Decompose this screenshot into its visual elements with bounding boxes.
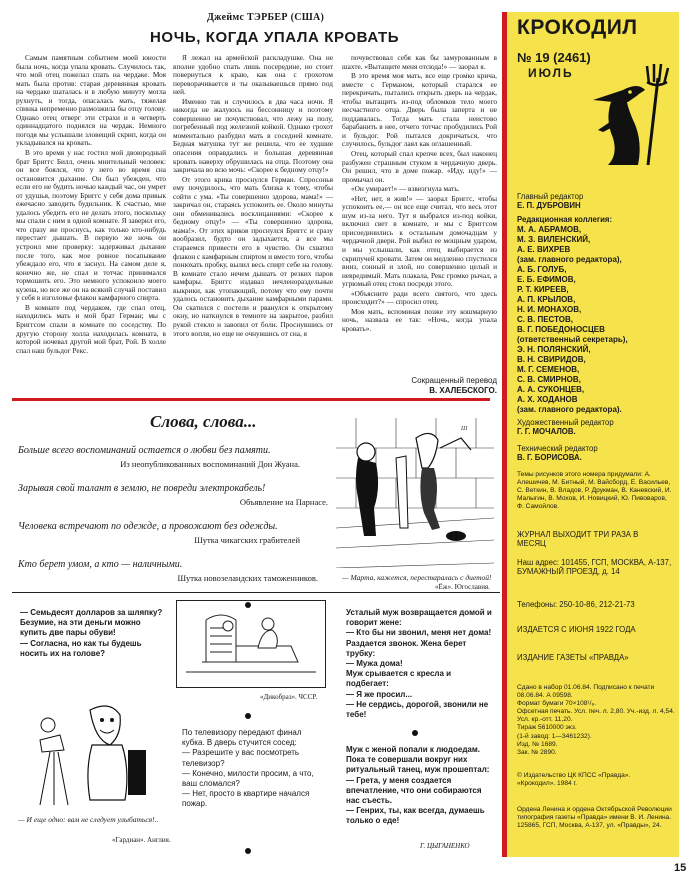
svg-text:Ш: Ш: [461, 426, 468, 432]
paragraph: почувствовал себя как бы замурованным в шахте. «Вытащите меня отсюда!» — заорал я.: [342, 54, 497, 71]
quote-1: Больше всего воспоминаний остается о любви без памяти.: [18, 445, 271, 456]
paragraph: В это время у нас гостил мой двоюродный брат Бриггс Билл, очень мнительный человек: он все боялся, что у него во время сна остановится дыхание. Он был убежден, что если его не будить ночью каждый час, он умрет от удушья, поэтому Бриггс у себя дома привык ежечасно заводить будильник. К счастью, мне удалось убедить его не делать этого, поскольку мы спали с ним в одной комнате. Я заверил его, что сразу же проснусь, как только кто-нибудь перестает дышать. В первую же ночь он устроил мне проверку: задерживал дыхание после того, как мое ровное посапывание убеждало его, что я заснул. На самом деле я, конечно же, не спал и тотчас принимался тормошить его. Это немного успокоило моего кузена, но все же он на всякий случай поставил у себя в изголовье флакон камфарного спирта.: [16, 148, 166, 303]
photographer-caption: — И еще одно: вам не следует улыбаться!..: [18, 815, 159, 824]
words-heading: Слова, слова...: [150, 412, 257, 431]
joke-line: — Мужа дома!: [346, 659, 403, 669]
paragraph: «Он умирает!» — взвизгнула мать.: [351, 184, 460, 194]
board-member: Н. И. МОНАХОВ,: [517, 305, 582, 314]
board-member: Е. Б. ЕФИМОВ,: [517, 275, 576, 284]
photographer-source: «Гардиан». Англия.: [112, 836, 171, 844]
credit-name: В. ХАЛЕБСКОГО.: [429, 386, 497, 395]
joke-line: — Я же просил...: [346, 689, 413, 699]
tv-joke: [182, 728, 324, 810]
board-member: А. Е. ВИХРЕВ: [517, 245, 571, 254]
diet-cartoon-source: «Ёж». Югославия.: [435, 583, 490, 591]
article-byline: Джеймс ТЭРБЕР (США): [207, 12, 325, 23]
separator-dot: [412, 730, 418, 736]
paragraph: Самым памятным событием моей юности была ночь, когда упала кровать. Случилось так, что мой отец пожелал спать на чердаке. Моя мать была против: старая деревянная кровать на чердаке шаталась и в любую минуту могла рухнуть, и тогда, опасалась мать, тяжелая спинка непременно размозжила бы отцу голову. Однако отец отверг эти страхи и в четверть одиннадцатого поднялся на чердак. Немного погодя мы услышали зловещий скрип, когда он укладывался на кровать.: [16, 54, 166, 148]
photographer-cartoon: [30, 690, 160, 810]
board-member: С. В. ПЕСТОВ,: [517, 315, 574, 324]
paragraph: Именно так и случилось в два часа ночи. Я никогда не жалуюсь на бессонницу и поэтому совершенно не почувствовал, что лежу на полу, погребенный под железной койкой. Однако грохот моментально разбудил мать в соседней комнате. Бедная матушка тут же решила, что ее худшие опасения оправдались и большая деревянная кровать наверху обрушилась на отца. Поэтому она закричала во всю мочь: «Скорее к бедному отцу!»: [173, 96, 333, 175]
board-member: М. З. ВИЛЕНСКИЙ,: [517, 235, 591, 244]
tech-name: В. Г. БОРИСОВА.: [517, 453, 582, 463]
editor-in-chief: [517, 192, 677, 211]
page-number: 15: [674, 862, 687, 874]
art-name: Г. Г. МОЧАЛОВ.: [517, 427, 576, 437]
address: Наш адрес: 101455, ГСП, МОСКВА, А-137, БУМАЖНЫЙ ПРОЕЗД, д. 14: [517, 558, 672, 577]
joke-line: — Семьдесят долларов за шляпку? Безумие, на эти деньги можно купить две пары обуви!: [20, 608, 163, 638]
joke-line: — Не сердись, дорогой, звонили не тебе!: [346, 699, 489, 720]
print-line: Сдано в набор 01.06.84. Подписано к печати 08.06.84. А 09598.: [517, 684, 655, 700]
board-member: А. А. СУКОНЦЕВ,: [517, 385, 585, 394]
quote-4-source: Шутка новозеландских таможенников.: [177, 573, 318, 583]
board-member: Э. Н. ПОЛЯНСКИЙ,: [517, 345, 591, 354]
joke-line: — Нет, просто в квартире начался пожар.: [182, 789, 310, 809]
quote-1-source: Из неопубликованных воспоминаний Дон Жуана.: [120, 459, 300, 469]
joke-line: — Генрих, ты, как всегда, думаешь только о еде!: [346, 806, 485, 826]
quote-2-source: Объявление на Парнасе.: [239, 497, 328, 507]
paragraph: Моя мать, вспоминая позже эту кошмарную ночь, назвала ее так: «Ночь, когда упала кровать».: [342, 306, 497, 333]
print-line: Изд. № 1689.: [517, 740, 558, 748]
diet-cartoon-caption: — Марта, кажется, перестаралась с диетой!: [342, 573, 492, 582]
paragraph: В это время моя мать, все еще громко крича, вместе с Германом, который старался ее перекричать, пытались открыть дверь на чердак, чтобы вытащить из-под обломков тело моего несчастного отца. Дверь была заперта и не поддавалась. Тогда мать стала неистово барабанить в нее, отчего тотчас пробудились Рой и бульдог. Рой пытался докричаться, что случилось, бульдог лаял как оглашенный.: [342, 71, 497, 149]
board-member: (ответственный секретарь),: [517, 335, 628, 344]
paragraph: В комнате под чердаком, где спал отец, находились мать и мой брат Герман; мы с Бриггсом спали в комнате по соседству. По другую сторону холла находилась комната, в которой ночевал другой мой брат, Рой. В холле спал наш бульдог Рекс.: [16, 302, 166, 355]
husband-joke: [346, 608, 496, 720]
joke-line: Усталый муж возвращается домой и говорит жене:: [346, 608, 492, 628]
joke-line: По телевизору передают финал кубка. В дверь стучится сосед:: [182, 728, 302, 748]
publisher: ИЗДАНИЕ ГАЗЕТЫ «ПРАВДА»: [517, 653, 629, 662]
print-details: [517, 684, 675, 757]
copyright: © Издательство ЦК КПСС «Правда». «Крокодил». 1984 г.: [517, 772, 631, 788]
jokes-signature: Г. ЦЫГАНЕНКО: [420, 842, 470, 850]
print-line: Тираж 5610000 экз.: [517, 724, 577, 732]
print-line: Офсетная печать. Усл. печ. л. 2,80. Уч.-изд. л. 4,54.: [517, 708, 675, 716]
board-member: А. Х. ХОДАНОВ: [517, 395, 578, 404]
tech-editor: [517, 444, 677, 463]
issue-month: ИЮЛЬ: [528, 66, 574, 80]
frequency-note: ЖУРНАЛ ВЫХОДИТ ТРИ РАЗА В МЕСЯЦ: [517, 530, 639, 549]
printer-info: Ордена Ленина и ордена Октябрьской Революции типография газеты «Правда» имени В. И. Ленина. 125865, ГСП, Москва, А-137, ул. «Правды», 24.: [517, 806, 672, 830]
bed-cartoon: [176, 600, 326, 688]
board-member: (зам. главного редактора),: [517, 255, 622, 264]
art-editor: [517, 418, 677, 437]
joke-line: — Кто бы ни звонил, меня нет дома!: [346, 628, 492, 638]
board-member: А. П. КРЫЛОВ,: [517, 295, 576, 304]
art-label: Художественный редактор: [517, 418, 614, 427]
quote-2: Зарывая свой талант в землю, не повреди электрокабель!: [18, 483, 266, 494]
board-member: М. А. АБРАМОВ,: [517, 225, 582, 234]
joke-line: Муж с женой попали к людоедам. Пока те совершали вокруг них ритуальный танец, муж прошептал:: [346, 745, 490, 775]
bed-cartoon-source: «Дикобраз». ЧССР.: [260, 693, 318, 701]
phones: Телефоны: 250-10-86, 212-21-73: [517, 600, 635, 609]
board-member: (зам. главного редактора).: [517, 405, 622, 414]
joke-line: — Согласна, но как ты будешь носить их на голове?: [20, 638, 142, 658]
paragraph: «Нет, нет, я жив!» — заорал Бриггс, чтобы успокоить ее,— он все еще считал, что весь этот шум из-за него. Тут я выбрался из-под койки, включил свет в комнате, и мы с Бриггсом присоединились к остальным домочадцам у чердачной двери. Рой выбил ее мощным ударом, и мы услышали, как отец выбирается из скрипучей кровати. Затем он медленно спустился вниз, сонный и злой, но совершенно целый и невредимый. Мать плакала, Рекс громко рычал, а угрюмый отец стоял посреди этого.: [342, 193, 497, 289]
section-divider-red: [12, 398, 490, 401]
cannibal-joke: [346, 745, 496, 827]
board-label: Редакционная коллегия:: [517, 215, 613, 224]
board-member: Р. Т. КИРЕЕВ,: [517, 285, 569, 294]
board-member: М. Г. СЕМЕНОВ,: [517, 365, 580, 374]
translator-credit: [360, 376, 497, 396]
published-since: ИЗДАЕТСЯ С ИЮНЯ 1922 ГОДА: [517, 625, 636, 634]
print-line: Формат бумаги 70×108¹/₈.: [517, 700, 597, 708]
print-line: Зак. № 2890.: [517, 748, 557, 756]
joke-line: Муж срывается с кресла и подбегает:: [346, 669, 452, 689]
themes-credits: Темы рисунков этого номера придумали: А. Алешичев, М. Битный, М. Вайсборд, Е. Васильев, С. Веткин, В. Владов, Р. Друкман, В. Каневский, И. Малыгин, В. Мохов, И. Новицкий, Ю. Пивоваров, Ф. Самойлов.: [517, 471, 672, 511]
chief-name: Е. П. ДУБРОВИН: [517, 201, 581, 211]
diet-cartoon: [336, 418, 494, 568]
tech-label: Технический редактор: [517, 444, 598, 453]
article-title: НОЧЬ, КОГДА УПАЛА КРОВАТЬ: [150, 29, 400, 46]
board-member: С. В. СМИРНОВ,: [517, 375, 581, 384]
board-member: В. Н. СВИРИДОВ,: [517, 355, 586, 364]
article-column-2: [173, 54, 333, 388]
article-column-1: [16, 54, 166, 384]
credit-line: Сокращенный перевод: [411, 376, 497, 385]
board-member: А. Б. ГОЛУБ,: [517, 265, 567, 274]
paragraph: Отец, который спал крепче всех, был наконец разбужен страшным стуком в чердачную дверь. Он решил, что в доме пожар. «Иду, иду!» — промычал он.: [342, 149, 497, 184]
issue-number: № 19 (2461): [517, 50, 591, 65]
editorial-board-list: [517, 225, 677, 415]
paragraph: Я лежал на армейской раскладушке. Она не вполне удобно спать лишь посередине, но стоит повернуться к краю, как она с грохотом переворачивается и ты оказываешься прямо под ней.: [173, 54, 333, 97]
separator-dot: [245, 713, 251, 719]
print-line: Усл. кр.-отт. 11,20.: [517, 716, 573, 724]
paragraph: От этого крика проснулся Герман. Спросонья ему почудилось, что мать близка к тому, чтобы сойти с ума. «Ты совершенно здорова, мама!» — закричал он, стараясь успокоить ее. Около минуты они обменивались восклицаниями: «Скорее к бедному отцу!» — «Ты совершенно здорова, мама!». От этих криков проснулся Бриггс и сразу вообразил, будто он задыхается, а все мы стараемся привести его в чувство. Он схватил флакон с камфарным спиртом и вместо того, чтобы понюхать пробку, вылил весь спирт себе на голову. В комнате стало нечем дышать от резких паров камфары. Бриггс издавал нечленораздельные выкрики, как утопающий, потому что ему почти удалось остановить дыхание камфарными парами. Он скатился с постели и рванулся к открытому окну, но наткнулся в темноте на закрытое, разбил рукой стекло и завопил от боли. Проснувшись от этого вопля, но еще не очнувшись от сна, я: [173, 174, 333, 338]
board-member: В. Г. ПОБЕДОНОСЦЕВ: [517, 325, 605, 334]
hat-joke: [20, 608, 165, 659]
joke-line: — Разрешите у вас посмотреть телевизор?: [182, 748, 300, 768]
separator-dot: [245, 602, 251, 608]
quote-3-source: Шутка чикагских грабителей: [194, 535, 300, 545]
section-divider: [12, 592, 500, 593]
separator-dot: [245, 848, 251, 854]
paragraph: «Объясните ради всего святого, что здесь происходит?» — спросил отец.: [342, 288, 497, 307]
joke-line: Раздается звонок. Жена берет трубку:: [346, 638, 467, 658]
quote-4: Кто берет умом, а кто — наличными.: [18, 559, 183, 570]
article-column-3: [342, 54, 497, 372]
crocodile-pitchfork-logo-icon: [583, 60, 673, 170]
joke-line: — Конечно, милости просим, а что, ваш сломался?: [182, 768, 314, 789]
quote-3: Человека встречают по одежде, а провожают без одежды.: [18, 521, 278, 532]
chief-label: Главный редактор: [517, 192, 584, 201]
magazine-logo: КРОКОДИЛ: [517, 16, 638, 39]
print-line: (1-й завод: 1—3461232).: [517, 732, 592, 740]
joke-line: — Грета, у меня создается впечатление, что они собираются нас съесть.: [346, 775, 482, 806]
